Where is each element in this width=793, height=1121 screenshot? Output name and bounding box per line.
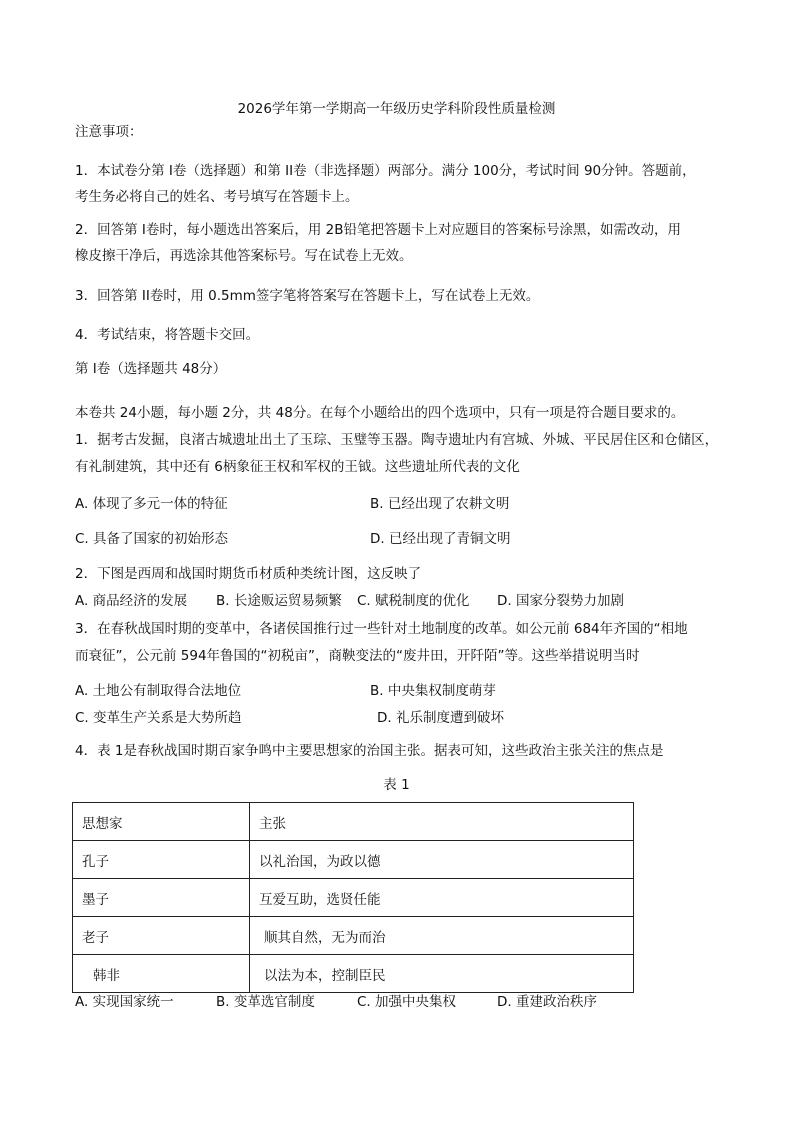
table-header-row — [73, 803, 634, 841]
q3-option-a: A. 土地公有制取得合法地位 — [75, 683, 242, 699]
notice-line-4: 橡皮擦干净后，再选涂其他答案标号。写在试卷上无效。 — [75, 248, 413, 264]
table-cell-thinker: 墨子 — [73, 879, 250, 917]
q3-stem-line-1: 3．在春秋战国时期的变革中，各诸侯国推行过一些针对土地制度的改革。如公元前 684年齐国的“相地 — [75, 621, 688, 637]
section-intro: 本卷共 24小题，每小题 2分，共 48分。在每个小题给出的四个选项中，只有一项是符合题目要求的。 — [75, 405, 685, 421]
q3-option-b: B. 中央集权制度萌芽 — [370, 683, 496, 699]
q1-option-b: B. 已经出现了农耕文明 — [370, 496, 510, 512]
table-cell-idea: 顺其自然，无为而治 — [250, 917, 634, 955]
q2-option-c: C. 赋税制度的优化 — [357, 593, 470, 609]
q3-option-c: C. 变革生产关系是大势所趋 — [75, 710, 242, 726]
q2-option-d: D. 国家分裂势力加剧 — [497, 593, 624, 609]
q1-stem-line-2: 有礼制建筑，其中还有 6柄象征王权和军权的王钺。这些遗址所代表的文化 — [75, 459, 520, 475]
notice-line-5: 3．回答第 II卷时，用 0.5mm签字笔将答案写在答题卡上，写在试卷上无效。 — [75, 288, 540, 304]
exam-title: 2026学年第一学期高一年级历史学科阶段性质量检测 — [237, 101, 556, 117]
q1-option-d: D. 已经出现了青铜文明 — [370, 531, 511, 547]
notice-line-1: 1．本试卷分第 I卷（选择题）和第 II卷（非选择题）两部分。满分 100分，考试时间 90分钟。答题前， — [75, 163, 696, 179]
q4-option-a: A. 实现国家统一 — [75, 994, 174, 1010]
q3-stem-line-2: 而衰征”，公元前 594年鲁国的“初税亩”，商鞅变法的“废井田，开阡陌”等。这些举措说明当时 — [75, 648, 640, 664]
table-row — [73, 841, 634, 879]
q3-option-d: D. 礼乐制度遭到破坏 — [377, 710, 504, 726]
notice-line-3: 2．回答第 I卷时，每小题选出答案后，用 2B铅笔把答题卡上对应题目的答案标号涂黑，如需改动，用 — [75, 222, 682, 238]
q1-option-c: C. 具备了国家的初始形态 — [75, 531, 229, 547]
table-row — [73, 955, 634, 993]
q2-option-b: B. 长途贩运贸易频繁 — [216, 593, 342, 609]
table-cell-thinker: 孔子 — [73, 841, 250, 879]
q2-stem: 2．下图是西周和战国时期货币材质种类统计图，这反映了 — [75, 566, 422, 582]
table-cell-thinker: 韩非 — [73, 955, 250, 993]
table-cell-idea: 以礼治国，为政以德 — [250, 841, 634, 879]
q4-option-b: B. 变革选官制度 — [216, 994, 315, 1010]
table-cell-idea: 互爱互助，选贤任能 — [250, 879, 634, 917]
notice-line-2: 考生务必将自己的姓名、考号填写在答题卡上。 — [75, 189, 359, 205]
notice-heading: 注意事项： — [75, 124, 143, 140]
section-title: 第 I卷（选择题共 48分） — [75, 361, 227, 377]
table-caption: 表 1 — [383, 777, 410, 793]
table-row — [73, 917, 634, 955]
table-cell-idea: 以法为本，控制臣民 — [250, 955, 634, 993]
table-header-thinker: 思想家 — [73, 803, 250, 841]
q2-option-a: A. 商品经济的发展 — [75, 593, 188, 609]
q4-option-c: C. 加强中央集权 — [357, 994, 457, 1010]
notice-line-6: 4．考试结束，将答题卡交回。 — [75, 327, 260, 343]
q1-option-a: A. 体现了多元一体的特征 — [75, 496, 228, 512]
q4-option-d: D. 重建政治秩序 — [497, 994, 597, 1010]
thinkers-table — [72, 802, 634, 993]
q1-stem-line-1: 1．据考古发掘，良渚古城遗址出土了玉琮、玉璧等玉器。陶寺遗址内有宫城、外城、平民居住区和仓储区， — [75, 432, 719, 448]
table-row — [73, 879, 634, 917]
table-header-idea: 主张 — [250, 803, 634, 841]
q4-stem: 4．表 1是春秋战国时期百家争鸣中主要思想家的治国主张。据表可知，这些政治主张关注的焦点是 — [75, 743, 664, 759]
table-cell-thinker: 老子 — [73, 917, 250, 955]
